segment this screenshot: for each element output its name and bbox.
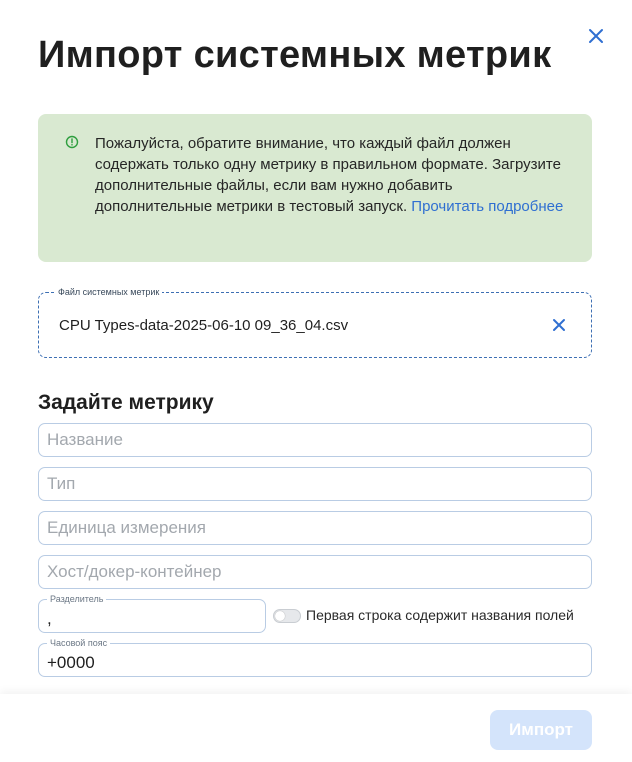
alert-message	[95, 133, 565, 217]
remove-file-icon[interactable]	[552, 318, 566, 332]
alert-text: Пожалуйста, обратите внимание, что каждый файл должен содержать только одну метрику в правильном формате. Загрузите дополнительные файлы, если вам нужно добавить дополнительные метрики в тестовый запуск.	[95, 135, 561, 215]
timezone-field	[38, 638, 592, 677]
dialog-footer	[0, 694, 632, 762]
toggle-knob	[275, 611, 285, 621]
separator-input[interactable]	[39, 600, 265, 632]
separator-label: Разделитель	[47, 594, 106, 605]
header-row-toggle[interactable]	[273, 609, 301, 623]
info-alert	[38, 114, 592, 262]
file-name: CPU Types-data-2025-06-10 09_36_04.csv	[59, 317, 349, 334]
metric-name-input[interactable]	[38, 423, 592, 457]
page-title: Импорт системных метрик	[38, 34, 552, 76]
file-dropzone[interactable]	[38, 287, 592, 358]
info-circle-icon	[65, 135, 79, 149]
metric-type-input[interactable]	[38, 467, 592, 501]
header-row-toggle-label: Первая строка содержит названия полей	[306, 607, 574, 623]
import-button[interactable]: Импорт	[490, 710, 592, 750]
timezone-label: Часовой пояс	[47, 638, 110, 649]
close-icon[interactable]	[586, 26, 606, 46]
metric-unit-input[interactable]	[38, 511, 592, 545]
read-more-link[interactable]: Прочитать подробнее	[411, 198, 564, 215]
section-title: Задайте метрику	[38, 391, 214, 414]
file-field-label: Файл системных метрик	[55, 287, 162, 298]
timezone-input[interactable]	[39, 644, 591, 676]
host-container-input[interactable]	[38, 555, 592, 589]
separator-field	[38, 594, 266, 633]
